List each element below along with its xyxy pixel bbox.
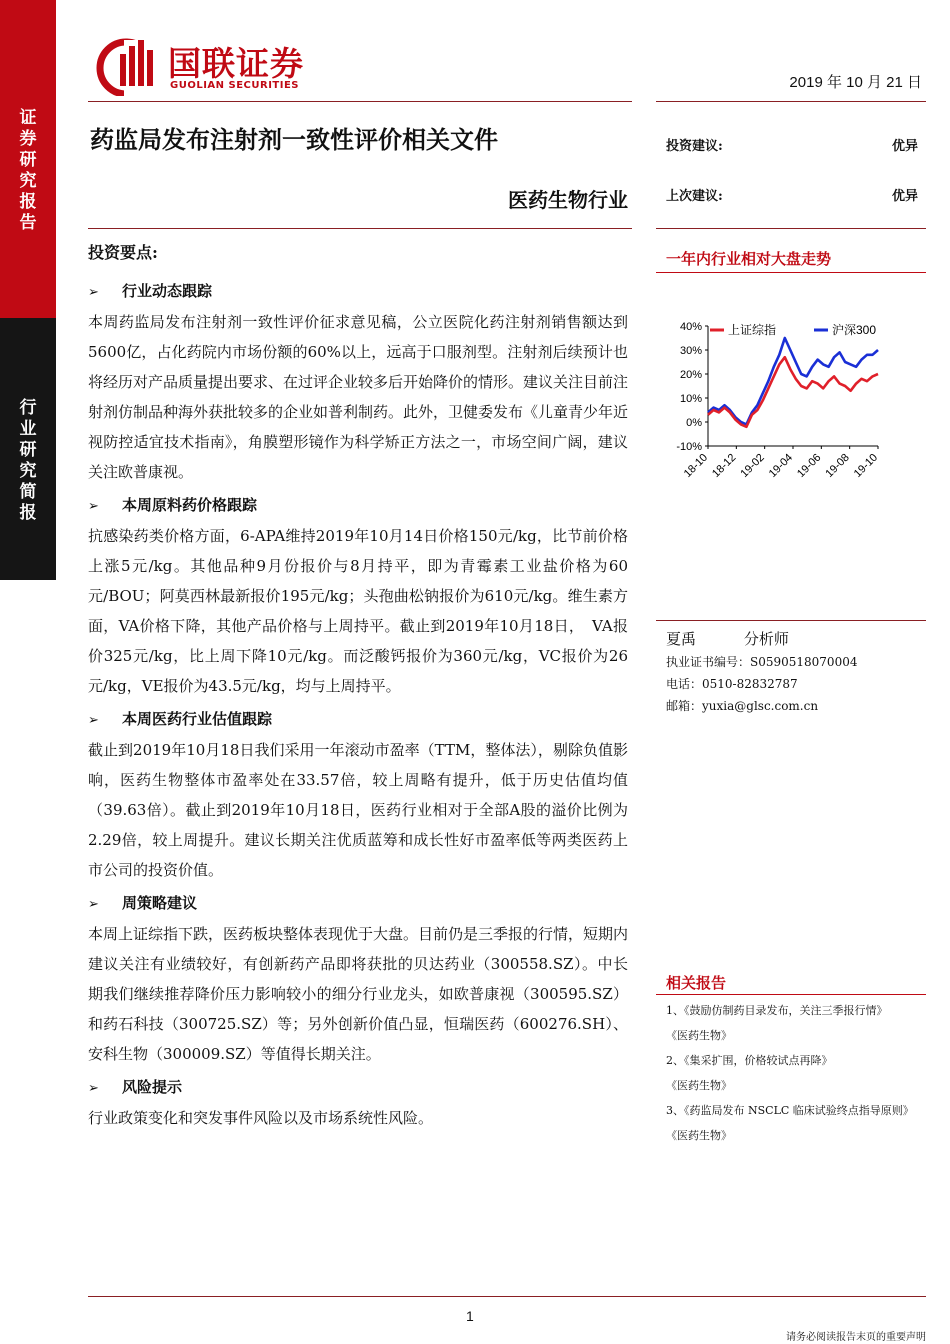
sidebar-char: 证: [19, 108, 37, 128]
x-tick-label: 19-04: [766, 451, 796, 481]
logo-mark-icon: [94, 36, 160, 96]
main-content: [88, 240, 628, 1139]
section: [88, 279, 628, 487]
arrow-icon: ➢: [88, 499, 99, 514]
title-rule: [88, 228, 632, 229]
analyst-block: [666, 628, 857, 717]
related-heading: 相关报告: [666, 974, 727, 992]
y-tick-label: 20%: [679, 369, 702, 381]
section-body: 本周上证综指下跌，医药板块整体表现优于大盘。目前仍是三季报的行情，短期内建议关注有业绩较好，有创新药产品即将获批的贝达药业（300558.SZ）。中长期我们继续推荐降价压力影响较小的细分行业龙头，如欧普康视（300595.SZ）和药石科技（300725.SZ）等；另外创新价值凸显，恒瑞医药（600276.SH）、安科生物（300009.SZ）等值得长期关注。: [88, 925, 629, 1063]
x-tick-label: 18-12: [710, 451, 739, 481]
rating-previous-value: 优异: [891, 189, 918, 204]
section: [88, 493, 628, 701]
logo-cn-text: 国联证券: [168, 44, 304, 83]
sidebar-char: 究: [19, 171, 37, 191]
analyst-role: 分析师: [743, 630, 789, 648]
related-item-source: 《医药生物》: [666, 1129, 732, 1142]
related-list: [666, 998, 926, 1148]
section-heading-text: 本周原料药价格跟踪: [122, 496, 258, 514]
sidebar-top-label: [0, 108, 56, 234]
report-date: 2019 年 10 月 21 日: [789, 74, 922, 91]
legend-label: 沪深300: [832, 323, 877, 337]
company-logo: [94, 36, 354, 96]
sidebar-char: 研: [19, 440, 37, 460]
sidebar-char: 业: [19, 419, 37, 439]
rating-current-value: 优异: [891, 139, 918, 154]
sidebar-char: 行: [19, 398, 37, 418]
analyst-name-row: [666, 628, 857, 651]
series-line-沪深300: [708, 338, 878, 424]
y-tick-label: 0%: [686, 417, 702, 429]
rating-current-label: 投资建议:: [666, 139, 723, 154]
related-item[interactable]: 2、《集采扩围，价格较试点再降》: [666, 1054, 833, 1067]
sidebar-char: 券: [19, 129, 37, 149]
related-item[interactable]: 1、《鼓励仿制药目录发布，关注三季报行情》: [666, 1004, 888, 1017]
series-line-上证综指: [708, 357, 878, 427]
y-tick-label: 10%: [679, 393, 702, 405]
industry-name: 医药生物行业: [508, 188, 628, 212]
sidebar-char: 报: [19, 503, 37, 523]
section-heading: [88, 707, 628, 731]
section-heading-text: 风险提示: [122, 1078, 183, 1096]
y-tick-label: 30%: [679, 345, 702, 357]
sidebar-char: 简: [19, 482, 37, 502]
related-item[interactable]: 3、《药监局发布 NSCLC 临床试验终点指导原则》: [666, 1104, 914, 1117]
x-tick-label: 19-06: [795, 451, 824, 481]
chart-head-rule: [656, 272, 926, 273]
page-number: 1: [466, 1308, 474, 1324]
analyst-email[interactable]: 邮箱：yuxia@glsc.com.cn: [666, 699, 819, 713]
report-title: 药监局发布注射剂一致性评价相关文件: [90, 125, 498, 154]
related-head-rule: [656, 994, 926, 995]
section-body: 截止到2019年10月18日我们采用一年滚动市盈率（TTM，整体法），剔除负值影响，医药生物整体市盈率处在33.57倍，较上周略有提升，低于历史估值均值（39.63倍）。截止到2019年10月18日，医药行业相对于全部A股的溢价比例为2.29倍，较上周提升。建议长期关注优质蓝筹和成长性好市盈率低等两类医药上市公司的投资价值。: [88, 741, 628, 879]
disclaimer-note: 请务必阅读报告末页的重要声明: [786, 1332, 926, 1343]
rating-previous-label: 上次建议:: [666, 189, 723, 204]
section-body: 本周药监局发布注射剂一致性评价征求意见稿，公立医院化药注射剂销售额达到5600亿，占化药院内市场份额的60%以上，远高于口服剂型。注射剂后续预计也将经历对产品质量提出要求、在过评企业较多后开始降价的情形。建议关注目前注射剂仿制品种海外获批较多的企业如普利制药。此外，卫健委发布《儿童青少年近视防控适宜技术指南》，角膜塑形镜作为科学矫正方法之一，市场空间广阔，建议关注欧普康视。: [88, 313, 629, 481]
section-heading: [88, 493, 628, 517]
chart-heading: 一年内行业相对大盘走势: [666, 250, 832, 268]
x-tick-label: 19-10: [851, 451, 881, 481]
y-tick-label: -10%: [676, 441, 702, 453]
section: [88, 707, 628, 885]
sidebar-char: 究: [19, 461, 37, 481]
section-body: 抗感染药类价格方面，6-APA维持2019年10月14日价格150元/kg，比节前价格上涨5元/kg。其他品种9月份报价与8月持平，即为青霉素工业盐价格为60元/BOU；阿莫西林最新报价195元/kg；头孢曲松钠报价为610元/kg。维生素方面，VA价格下降，其他产品价格与上周持平。截止到2019年10月18日， VA报价325元/kg，比上周下降10元/kg。而泛酸钙报价为360元/kg，VC报价为26元/kg，VE报价为43.5元/kg，均与上周持平。: [88, 527, 628, 695]
arrow-icon: ➢: [88, 897, 99, 912]
arrow-icon: ➢: [88, 1081, 99, 1096]
main-heading: 投资要点:: [88, 243, 158, 262]
legend-label: 上证综指: [728, 323, 777, 337]
related-item-source: 《医药生物》: [666, 1029, 732, 1042]
x-tick-label: 18-10: [681, 451, 711, 481]
section-heading: [88, 279, 628, 303]
analyst-cert: 执业证书编号：S0590518070004: [666, 655, 858, 669]
sidebar-char: 研: [19, 150, 37, 170]
section-heading-text: 行业动态跟踪: [122, 282, 213, 300]
arrow-icon: ➢: [88, 713, 99, 728]
footer-rule: [88, 1296, 926, 1297]
section: [88, 891, 628, 1069]
section-body: 行业政策变化和突发事件风险以及市场系统性风险。: [88, 1109, 434, 1127]
arrow-icon: ➢: [88, 285, 99, 300]
section-heading-text: 周策略建议: [122, 894, 198, 912]
rating-rule: [656, 228, 926, 229]
logo-en-text: GUOLIAN SECURITIES: [170, 80, 299, 91]
x-tick-label: 19-08: [823, 451, 852, 481]
sidebar-mid-label: [0, 398, 56, 524]
sidebar-char: 报: [19, 192, 37, 212]
section-heading: [88, 1075, 628, 1099]
section-heading: [88, 891, 628, 915]
related-item-source: 《医药生物》: [666, 1079, 732, 1092]
analyst-rule: [656, 620, 926, 621]
header-rule-right: [656, 101, 926, 102]
section: [88, 1075, 628, 1133]
sidebar-char: 告: [19, 213, 37, 233]
relative-performance-chart: [666, 310, 906, 490]
x-tick-label: 19-02: [738, 451, 767, 481]
section-heading-text: 本周医药行业估值跟踪: [122, 710, 273, 728]
header-rule: [88, 101, 632, 102]
analyst-name: 夏禹: [666, 630, 697, 648]
analyst-phone: 电话：0510-82832787: [666, 677, 798, 691]
y-tick-label: 40%: [679, 321, 702, 333]
